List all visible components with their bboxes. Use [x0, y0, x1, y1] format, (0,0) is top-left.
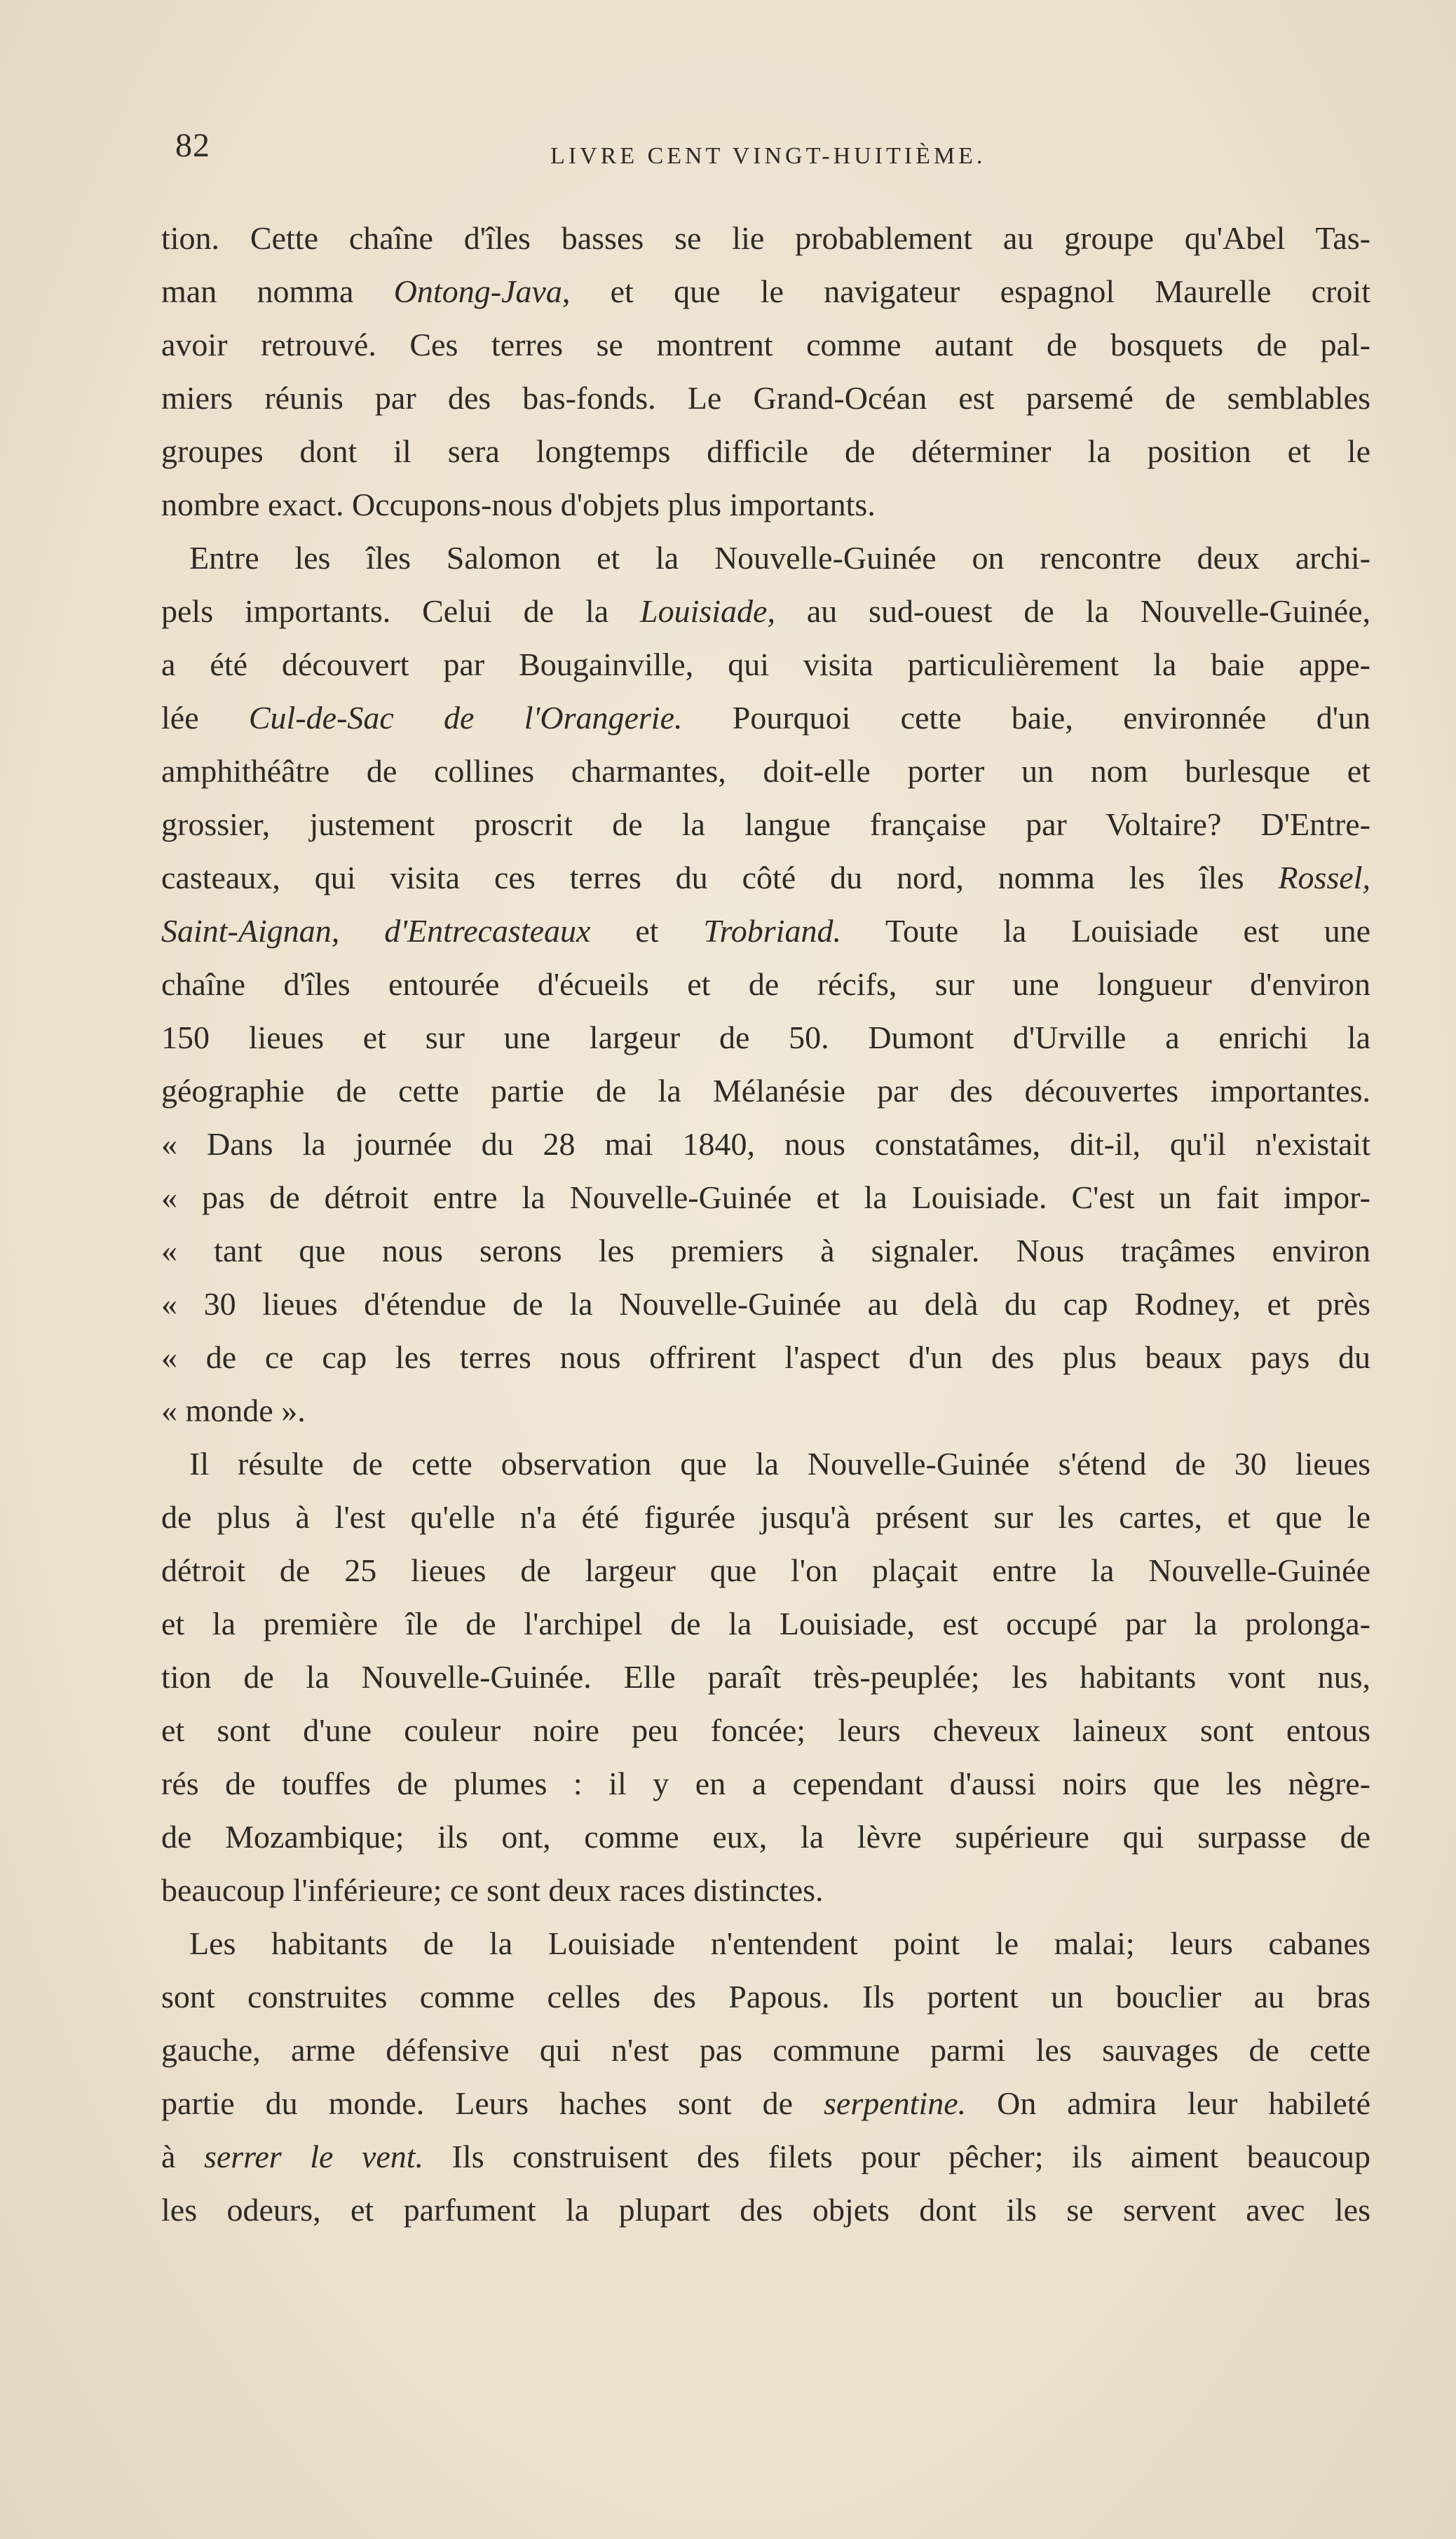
- text-line: de plus à l'est qu'elle n'a été figurée jusqu'à présent sur les cartes, et que le: [161, 1499, 1370, 1535]
- text-line: « Dans la journée du 28 mai 1840, nous constatâmes, dit-il, qu'il n'existait: [161, 1126, 1370, 1162]
- text-line: lée Cul-de-Sac de l'Orangerie. Pourquoi cette baie, environnée d'un: [161, 700, 1370, 736]
- text-line: Il résulte de cette observation que la Nouvelle-Guinée s'étend de 30 lieues: [189, 1446, 1370, 1482]
- text-line: chaîne d'îles entourée d'écueils et de récifs, sur une longueur d'environ: [161, 966, 1370, 1002]
- text-line: Saint-Aignan, d'Entrecasteaux et Trobriand. Toute la Louisiade est une: [161, 913, 1370, 949]
- italic-place-name: Saint-Aignan, d'Entrecasteaux: [161, 913, 591, 949]
- text-line: pels importants. Celui de la Louisiade, au sud-ouest de la Nouvelle-Guinée,: [161, 593, 1370, 629]
- italic-term: serpentine.: [824, 2085, 967, 2121]
- text-line: les odeurs, et parfument la plupart des objets dont ils se servent avec les: [161, 2192, 1370, 2228]
- italic-term: serrer le vent.: [203, 2139, 424, 2174]
- body-text: [161, 212, 1370, 2237]
- text-line: miers réunis par des bas-fonds. Le Grand-Océan est parsemé de semblables: [161, 380, 1370, 416]
- text-line: tion. Cette chaîne d'îles basses se lie probablement au groupe qu'Abel Tas-: [161, 220, 1370, 256]
- text-line: à serrer le vent. Ils construisent des filets pour pêcher; ils aiment beaucoup: [161, 2139, 1370, 2174]
- text-line: rés de touffes de plumes : il y en a cependant d'aussi noirs que les nègre-: [161, 1766, 1370, 1801]
- text-line: amphithéâtre de collines charmantes, doit-elle porter un nom burlesque et: [161, 753, 1370, 789]
- text-line: a été découvert par Bougainville, qui visita particulièrement la baie appe-: [161, 646, 1370, 682]
- text-line: détroit de 25 lieues de largeur que l'on plaçait entre la Nouvelle-Guinée: [161, 1552, 1370, 1588]
- italic-place-name: Ontong-Java: [393, 273, 562, 309]
- text-line: « monde ».: [161, 1393, 306, 1428]
- text-line: Entre les îles Salomon et la Nouvelle-Guinée on rencontre deux archi-: [189, 540, 1370, 576]
- text-line: partie du monde. Leurs haches sont de serpentine. On admira leur habileté: [161, 2085, 1370, 2121]
- text-line: géographie de cette partie de la Mélanésie par des découvertes importantes.: [161, 1073, 1370, 1109]
- text-line: nombre exact. Occupons-nous d'objets plus importants.: [161, 487, 876, 522]
- text-line: avoir retrouvé. Ces terres se montrent comme autant de bosquets de pal-: [161, 327, 1370, 363]
- text-line: « 30 lieues d'étendue de la Nouvelle-Guinée au delà du cap Rodney, et près: [161, 1286, 1370, 1322]
- text-line: et la première île de l'archipel de la Louisiade, est occupé par la prolonga-: [161, 1606, 1370, 1641]
- italic-place-name: Cul-de-Sac de l'Orangerie.: [248, 700, 683, 736]
- text-line: Les habitants de la Louisiade n'entendent point le malai; leurs cabanes: [189, 1925, 1370, 1961]
- text-line: « tant que nous serons les premiers à signaler. Nous traçâmes environ: [161, 1233, 1370, 1268]
- italic-place-name: Trobriand.: [703, 913, 841, 949]
- text-line: gauche, arme défensive qui n'est pas commune parmi les sauvages de cette: [161, 2032, 1370, 2068]
- page-number: 82: [175, 127, 210, 164]
- text-line: groupes dont il sera longtemps difficile de déterminer la position et le: [161, 433, 1370, 469]
- text-line: man nomma Ontong-Java, et que le navigateur espagnol Maurelle croit: [161, 273, 1370, 309]
- page-header: [175, 126, 1367, 182]
- text-line: « de ce cap les terres nous offrirent l'aspect d'un des plus beaux pays du: [161, 1339, 1370, 1375]
- italic-place-name: Louisiade,: [640, 593, 775, 629]
- text-line: casteaux, qui visita ces terres du côté du nord, nomma les îles Rossel,: [161, 860, 1370, 895]
- running-title: LIVRE CENT VINGT-HUITIÈME.: [550, 143, 986, 169]
- text-line: de Mozambique; ils ont, comme eux, la lèvre supérieure qui surpasse de: [161, 1819, 1370, 1855]
- text-line: sont construites comme celles des Papous. Ils portent un bouclier au bras: [161, 1979, 1370, 2015]
- text-line: tion de la Nouvelle-Guinée. Elle paraît très-peuplée; les habitants vont nus,: [161, 1659, 1370, 1695]
- text-line: « pas de détroit entre la Nouvelle-Guinée et la Louisiade. C'est un fait impor-: [161, 1179, 1370, 1215]
- text-line: 150 lieues et sur une largeur de 50. Dumont d'Urville a enrichi la: [161, 1020, 1370, 1055]
- italic-place-name: Rossel,: [1278, 860, 1370, 895]
- text-line: beaucoup l'inférieure; ce sont deux races distinctes.: [161, 1872, 824, 1908]
- text-line: et sont d'une couleur noire peu foncée; leurs cheveux laineux sont entous: [161, 1712, 1370, 1748]
- text-line: grossier, justement proscrit de la langue française par Voltaire? D'Entre-: [161, 806, 1370, 842]
